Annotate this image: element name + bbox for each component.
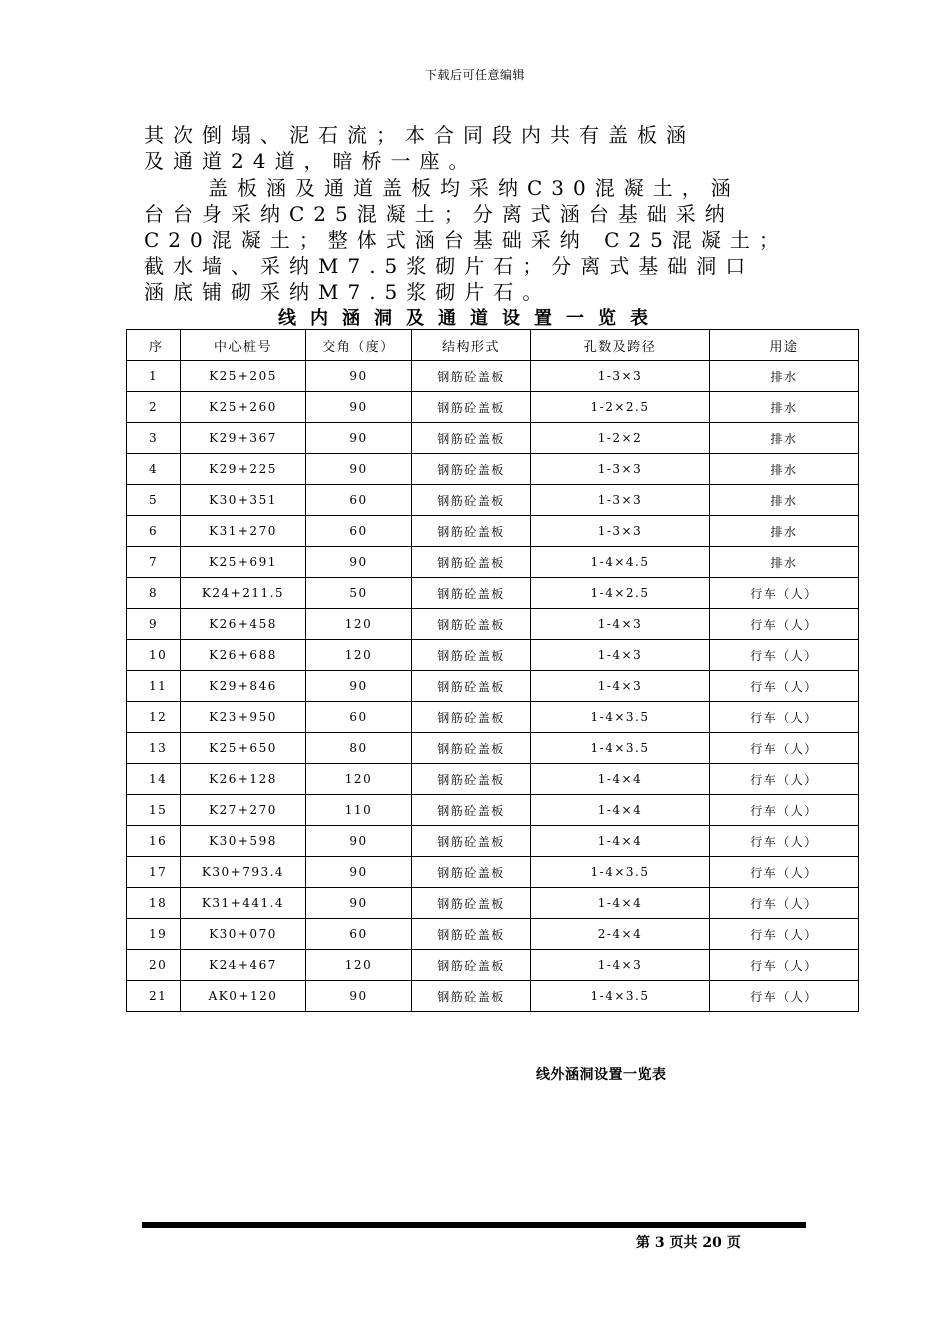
table-cell: 钢筋砼盖板 (412, 547, 531, 578)
table-cell: 1-4×3 (531, 609, 710, 640)
table-row (127, 516, 859, 547)
table-cell: 90 (306, 454, 412, 485)
table-row (127, 919, 859, 950)
column-header: 序 (127, 330, 181, 361)
table-cell: 钢筋砼盖板 (412, 857, 531, 888)
table-row (127, 423, 859, 454)
table-cell: K30+598 (181, 826, 306, 857)
column-header: 用途 (710, 330, 859, 361)
table-cell: K24+467 (181, 950, 306, 981)
column-header: 中心桩号 (181, 330, 306, 361)
table-row (127, 888, 859, 919)
table-cell: 排水 (710, 485, 859, 516)
table-cell: K26+458 (181, 609, 306, 640)
table-cell: 排水 (710, 547, 859, 578)
table-cell: 90 (306, 671, 412, 702)
table-cell: 12 (127, 702, 181, 733)
table-cell: 120 (306, 609, 412, 640)
table-cell: 钢筋砼盖板 (412, 392, 531, 423)
table-row (127, 485, 859, 516)
table-cell: 120 (306, 764, 412, 795)
table-cell: 1-4×3 (531, 950, 710, 981)
table-cell: 2 (127, 392, 181, 423)
table-cell: 120 (306, 640, 412, 671)
table-cell: 14 (127, 764, 181, 795)
table-row (127, 609, 859, 640)
table-cell: K29+225 (181, 454, 306, 485)
table-cell: 行车（人） (710, 826, 859, 857)
subtitle: 线外涵洞设置一览表 (536, 1067, 667, 1083)
table-cell: 钢筋砼盖板 (412, 764, 531, 795)
table-cell: K30+793.4 (181, 857, 306, 888)
table-cell: K31+441.4 (181, 888, 306, 919)
table-row (127, 361, 859, 392)
paragraph-line: 其次倒塌、泥石流；本合同段内共有盖板涵 (144, 123, 695, 147)
table-cell: 21 (127, 981, 181, 1012)
table-cell: K23+950 (181, 702, 306, 733)
table-cell: 行车（人） (710, 795, 859, 826)
table-cell: 1-4×2.5 (531, 578, 710, 609)
paragraph-line: 台台身采纳C25混凝土；分离式涵台基础采纳 (144, 202, 734, 226)
table-cell: 110 (306, 795, 412, 826)
table-cell: 80 (306, 733, 412, 764)
table-cell: 行车（人） (710, 671, 859, 702)
paragraph-line: 截水墙、采纳M7.5浆砌片石；分离式基础洞口 (144, 254, 755, 278)
table-cell: 钢筋砼盖板 (412, 423, 531, 454)
table-cell: 17 (127, 857, 181, 888)
table-cell: 钢筋砼盖板 (412, 702, 531, 733)
table-cell: 钢筋砼盖板 (412, 578, 531, 609)
header-row (127, 330, 859, 361)
table-title: 线内涵洞及通道设置一览表 (278, 308, 662, 329)
table-cell: 90 (306, 547, 412, 578)
table-cell: 行车（人） (710, 888, 859, 919)
table-cell: K26+688 (181, 640, 306, 671)
table-row (127, 950, 859, 981)
table-row (127, 764, 859, 795)
table-row (127, 733, 859, 764)
table-cell: 6 (127, 516, 181, 547)
table-cell: 7 (127, 547, 181, 578)
table-cell: 1-4×4.5 (531, 547, 710, 578)
table-cell: 120 (306, 950, 412, 981)
table-cell: K31+270 (181, 516, 306, 547)
table-cell: 行车（人） (710, 764, 859, 795)
table-cell: K25+650 (181, 733, 306, 764)
table-cell: 行车（人） (710, 857, 859, 888)
table-cell: 60 (306, 919, 412, 950)
table-cell: 行车（人） (710, 702, 859, 733)
table-cell: 1-4×4 (531, 764, 710, 795)
header-note: 下载后可任意编辑 (424, 68, 525, 82)
table-cell: 排水 (710, 516, 859, 547)
table-cell: K24+211.5 (181, 578, 306, 609)
table-cell: 15 (127, 795, 181, 826)
table-row (127, 795, 859, 826)
table-cell: 钢筋砼盖板 (412, 485, 531, 516)
table-cell: 行车（人） (710, 640, 859, 671)
column-header: 交角（度） (306, 330, 412, 361)
table-header (127, 330, 859, 361)
table-cell: 18 (127, 888, 181, 919)
table-row (127, 454, 859, 485)
table-cell: K29+846 (181, 671, 306, 702)
table-cell: K25+260 (181, 392, 306, 423)
table-cell: 1-3×3 (531, 485, 710, 516)
table-cell: 1-4×3.5 (531, 733, 710, 764)
table-cell: 1-4×4 (531, 888, 710, 919)
table-cell: 行车（人） (710, 950, 859, 981)
table-cell: 排水 (710, 392, 859, 423)
table-cell: K30+070 (181, 919, 306, 950)
table-cell: 16 (127, 826, 181, 857)
table-cell: 20 (127, 950, 181, 981)
table-cell: 钢筋砼盖板 (412, 454, 531, 485)
page-number: 第 3 页共 20 页 (636, 1235, 741, 1251)
table-row (127, 857, 859, 888)
table-row (127, 547, 859, 578)
table-cell: K30+351 (181, 485, 306, 516)
table-cell: 1-2×2 (531, 423, 710, 454)
table-cell: 排水 (710, 361, 859, 392)
table-cell: 钢筋砼盖板 (412, 516, 531, 547)
table-cell: 60 (306, 485, 412, 516)
table-cell: 90 (306, 888, 412, 919)
table-cell: K26+128 (181, 764, 306, 795)
table-cell: 90 (306, 423, 412, 454)
table-cell: 钢筋砼盖板 (412, 733, 531, 764)
paragraph-line: 及通道24道，暗桥一座。 (144, 149, 478, 173)
table-cell: 90 (306, 857, 412, 888)
table-cell: 3 (127, 423, 181, 454)
table-cell: 1-4×3 (531, 640, 710, 671)
table-cell: 行车（人） (710, 981, 859, 1012)
table-cell: 5 (127, 485, 181, 516)
table-cell: 1-4×3.5 (531, 981, 710, 1012)
table-row (127, 981, 859, 1012)
table-cell: 90 (306, 361, 412, 392)
table-cell: 1-3×3 (531, 454, 710, 485)
table-cell: 1-4×3.5 (531, 702, 710, 733)
table-cell: 1-3×3 (531, 516, 710, 547)
paragraph-line: 涵底铺砌采纳M7.5浆砌片石。 (144, 280, 552, 304)
table-cell: 90 (306, 392, 412, 423)
table-cell: 行车（人） (710, 578, 859, 609)
paragraph-line: 盖板涵及通道盖板均采纳C30混凝土，涵 (208, 176, 740, 200)
table-body (127, 361, 859, 1012)
table-cell: 2-4×4 (531, 919, 710, 950)
table-cell: 8 (127, 578, 181, 609)
table-cell: 90 (306, 981, 412, 1012)
table-cell: 钢筋砼盖板 (412, 361, 531, 392)
table-cell: 4 (127, 454, 181, 485)
table-cell: 10 (127, 640, 181, 671)
table-cell: 1-4×4 (531, 826, 710, 857)
table-cell: K27+270 (181, 795, 306, 826)
table-cell: K29+367 (181, 423, 306, 454)
table-cell: 1 (127, 361, 181, 392)
table-cell: 1-4×4 (531, 795, 710, 826)
table-cell: 1-4×3.5 (531, 857, 710, 888)
table-cell: AK0+120 (181, 981, 306, 1012)
table-cell: 11 (127, 671, 181, 702)
table-row (127, 578, 859, 609)
table-cell: 9 (127, 609, 181, 640)
table-cell: 钢筋砼盖板 (412, 950, 531, 981)
table-cell: 1-2×2.5 (531, 392, 710, 423)
table-cell: 钢筋砼盖板 (412, 919, 531, 950)
table-cell: 钢筋砼盖板 (412, 888, 531, 919)
table-cell: 钢筋砼盖板 (412, 826, 531, 857)
table-cell: 排水 (710, 423, 859, 454)
table-cell: 行车（人） (710, 609, 859, 640)
table-cell: 钢筋砼盖板 (412, 609, 531, 640)
table-cell: 钢筋砼盖板 (412, 981, 531, 1012)
table-cell: 行车（人） (710, 919, 859, 950)
table-row (127, 392, 859, 423)
table-cell: 1-3×3 (531, 361, 710, 392)
column-header: 孔数及跨径 (531, 330, 710, 361)
footer-rule (142, 1222, 806, 1228)
table-cell: 钢筋砼盖板 (412, 671, 531, 702)
table-cell: 1-4×3 (531, 671, 710, 702)
table-cell: 行车（人） (710, 733, 859, 764)
table-cell: K25+691 (181, 547, 306, 578)
table-row (127, 702, 859, 733)
table-cell: 钢筋砼盖板 (412, 640, 531, 671)
table-cell: K25+205 (181, 361, 306, 392)
table-cell: 13 (127, 733, 181, 764)
table-row (127, 640, 859, 671)
paragraph-line: C20混凝土；整体式涵台基础采纳 C25混凝土； (144, 228, 788, 252)
table-cell: 排水 (710, 454, 859, 485)
table-cell: 90 (306, 826, 412, 857)
table-row (127, 826, 859, 857)
table-cell: 60 (306, 702, 412, 733)
table-row (127, 671, 859, 702)
table-cell: 19 (127, 919, 181, 950)
table-cell: 50 (306, 578, 412, 609)
table-cell: 60 (306, 516, 412, 547)
column-header: 结构形式 (412, 330, 531, 361)
table-cell: 钢筋砼盖板 (412, 795, 531, 826)
culvert-table (126, 329, 859, 1012)
